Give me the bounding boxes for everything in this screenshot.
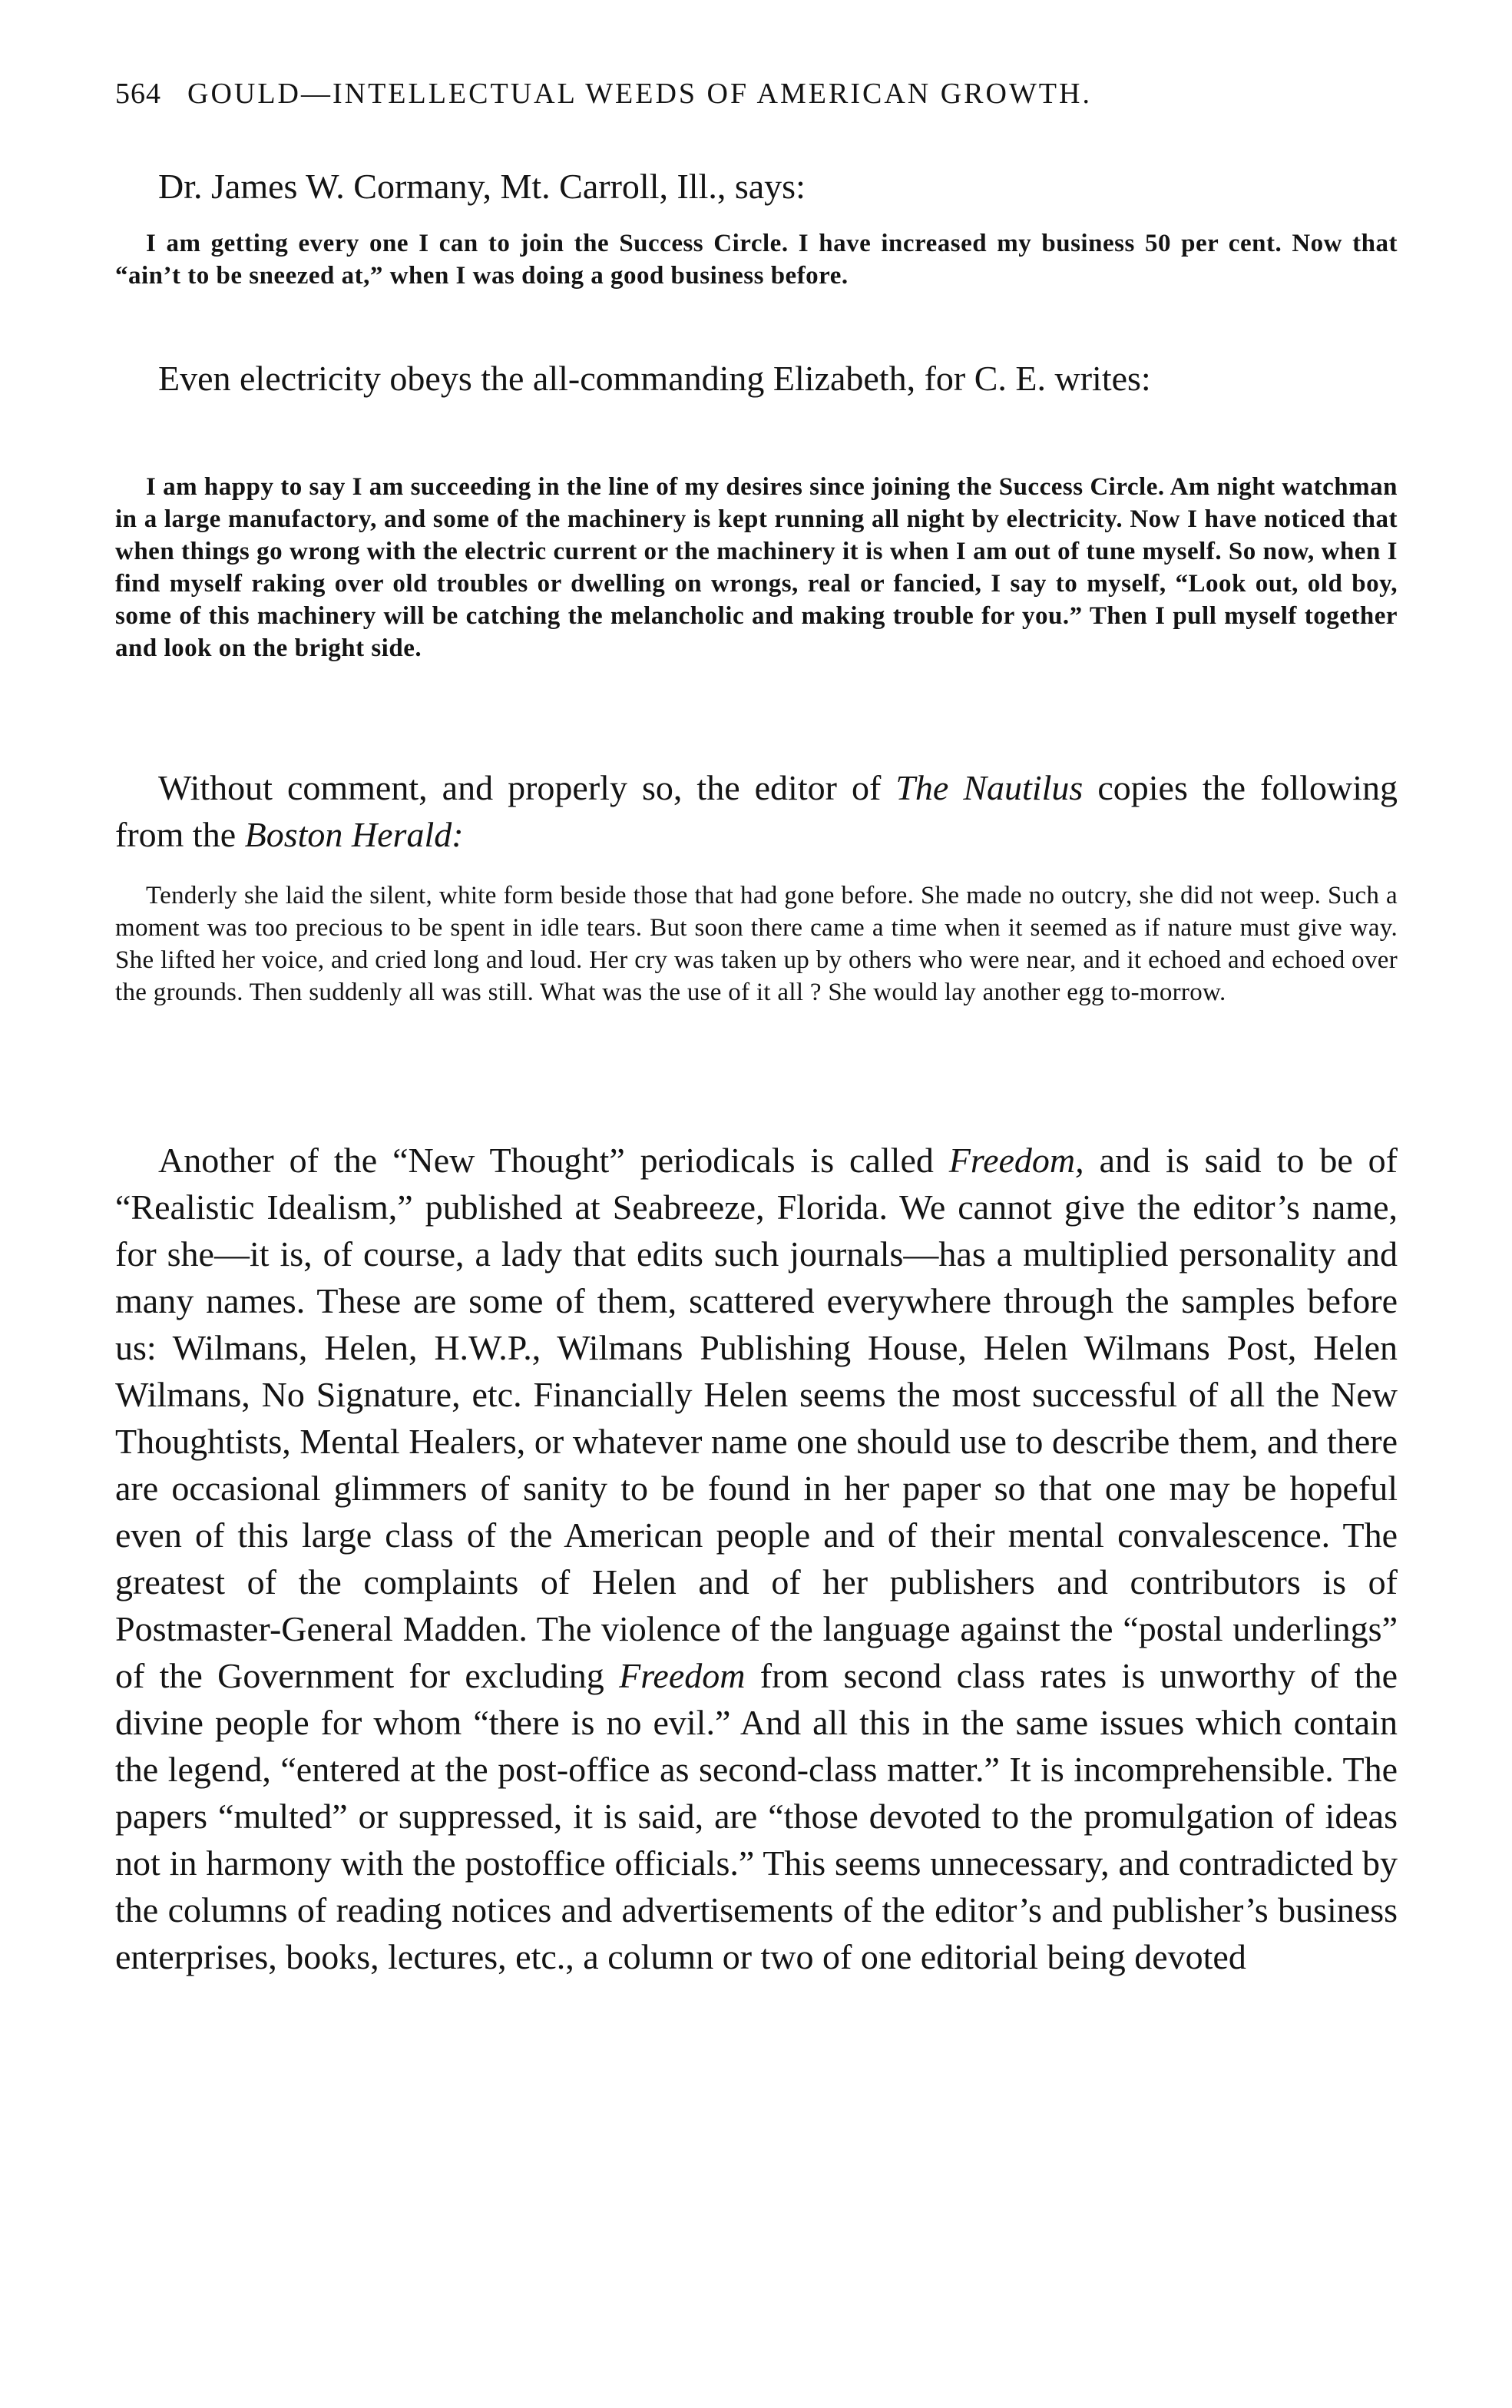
freedom-text-c: from second class rates is unworthy of the divine people for whom “there is no evil.” And all this in the same issues which contain the legend, “entered at the post-office as second-class matter.” It is incomprehensible. The papers “multed” or suppressed, it is said, are “those devoted to the promulgation of ideas not in harmony with the postoffice officials.” This seems unnecessary, and contradicted by the columns of reading notices and advertisements of the editor’s and publisher’s business enterprises, books, lectures, etc., a column or two of one editorial being devoted [115, 1656, 1398, 1976]
quote-boston-herald: Tenderly she laid the silent, white form beside those that had gone before. She made no outcry, she did not weep. Such a moment was too precious to be spent in idle tears. But soon there came a time when it seemed as if nature must give way. She lifted her voice, and cried long and loud. Her cry was taken up by others who were near, and it echoed and echoed over the grounds. Then suddenly all was still. What was the use of it all ? She would lay another egg to-morrow. [115, 882, 1398, 1006]
nautilus-title: The Nautilus [895, 768, 1084, 807]
freedom-text-a: Another of the “New Thought” periodicals is called [158, 1141, 949, 1180]
freedom-title-2: Freedom [619, 1656, 746, 1695]
nautilus-text-b: copies the following from the [115, 768, 1398, 854]
paragraph-freedom [115, 1137, 1398, 1980]
boston-herald-title: Boston Herald: [244, 815, 464, 854]
nautilus-text-a: Without comment, and properly so, the editor of [158, 768, 896, 807]
running-head-title: GOULD—INTELLECTUAL WEEDS OF AMERICAN GROWTH. [187, 78, 1092, 110]
paragraph-electricity: Even electricity obeys the all-commanding Elizabeth, for C. E. writes: [158, 359, 1151, 398]
paragraph-nautilus [115, 764, 1398, 858]
quote-night-watchman: I am happy to say I am succeeding in the line of my desires since joining the Success Circle. Am night watchman in a large manufactory, and some of the machinery is kept running all night by electricity. Now I have noticed that when things go wrong with the electric current or the machinery it is when I am out of tune myself. So now, when I find myself raking over old troubles or dwelling on wrongs, real or fancied, I say to myself, “Look out, old boy, some of this machinery will be catching the melancholic and making trouble for you.” Then I pull myself together and look on the bright side. [115, 473, 1398, 662]
freedom-title-1: Freedom, [948, 1141, 1084, 1180]
page-number: 564 [115, 78, 161, 110]
paragraph-cormany-intro: Dr. James W. Cormany, Mt. Carroll, Ill., says: [158, 167, 806, 206]
running-header [115, 77, 1421, 111]
quote-cormany: I am getting every one I can to join the Success Circle. I have increased my business 50 per cent. Now that “ain’t to be sneezed at,” when I was doing a good business before. [115, 230, 1398, 290]
freedom-text-b: and is said to be of “Realistic Idealism,” published at Seabreeze, Florida. We cannot give the editor’s name, for she—it is, of course, a lady that edits such journals—has a multiplied personality and many names. These are some of them, scattered everywhere through the samples before us: Wilmans, Helen, H.W.P., Wilmans Publishing House, Helen Wilmans Post, Helen Wilmans, No Signature, etc. Financially Helen seems the most successful of all the New Thoughtists, Mental Healers, or whatever name one should use to describe them, and there are occasional glimmers of sanity to be found in her paper so that one may be hopeful even of this large class of the American people and of their mental convalescence. The greatest of the complaints of Helen and of her publishers and contributors is of Postmaster-General Madden. The violence of the language against the “postal underlings” of the Government for excluding [115, 1141, 1398, 1695]
